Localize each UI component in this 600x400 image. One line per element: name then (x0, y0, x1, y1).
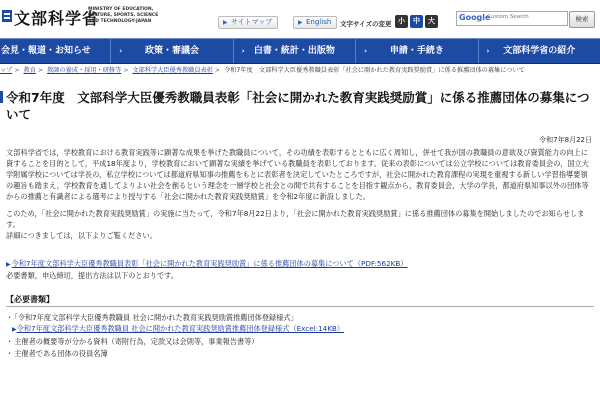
global-nav (0, 38, 600, 64)
font-size-medium-button[interactable]: 中 (410, 15, 423, 28)
nav-label: 会見・報道・お知らせ (1, 46, 91, 56)
site-logo[interactable]: 文部科学省 (14, 9, 100, 28)
sitemap-link[interactable] (218, 16, 278, 29)
font-size-small-button[interactable]: 小 (395, 15, 408, 28)
breadcrumb-current: 令和7年度 文部科学大臣優秀教職員表彰「社会に開かれた教育実践奨励賞」に係る推薦団体の募集について (224, 67, 525, 74)
nav-label: 文部科学省の紹介 (503, 46, 576, 56)
breadcrumb-link[interactable]: ップ (0, 67, 13, 74)
search-button[interactable]: 検索 (569, 11, 595, 28)
nav-item-policy[interactable] (111, 39, 233, 63)
nav-item-about[interactable] (479, 39, 600, 63)
pdf-link-row (6, 258, 407, 270)
nav-item-procedures[interactable] (356, 39, 478, 63)
arrow-right-icon: ▶ (12, 326, 17, 333)
arrow-right-icon: ▶ (6, 261, 11, 268)
chevron-right-icon: › (119, 47, 123, 55)
search-input[interactable] (456, 11, 568, 26)
title-marker (0, 91, 3, 103)
requirement-text: 「令和7年度文部科学大臣優秀教職員 社会に開かれた教育実践奨励賞推薦団体登録様式」 (14, 313, 298, 322)
requirement-link-row (12, 323, 344, 335)
nav-label: 政策・審議会 (144, 46, 199, 56)
english-link[interactable] (293, 16, 337, 29)
site-header (0, 0, 600, 38)
search-placeholder: Custom Search (487, 14, 529, 20)
font-size-large-button[interactable]: 大 (425, 15, 438, 28)
chevron-right-icon: › (241, 47, 245, 55)
requirement-item: ・主催者の概要等が分かる資料（寄附行為，定款又は会則等，事業報告書等） (6, 337, 259, 346)
intro-paragraph: 文部科学省では，学校教育における教育実践等に顕著な成果を挙げた教職員について，その功績を表彰するとともに広く周知し，併せて我が国の教職員の意欲及び資質能力の向上に資することを目的として，平成18年度より，学校教育において顕著な実績を挙げている教職員を表彰しております。従来の表彰については公立学校については教育委員会の，国立大学附属学校については学長の，私立学校については都道府県知事の推薦をもとに表彰者を決定していたところですが，社会に開かれた教育課程の実現を重視する新しい学習指導要領の趣旨も踏まえ，学校教育を通してよりよい社会を創るという理念を一層学校と社会との間で共有することを目指す観点から，教育委員会，大学の学長，都道府県知事以外の団体等からの推薦と有識者による選考により授与する「社会に開かれた教育実践奨励賞」を令和2年度に新設しました。 (6, 148, 589, 201)
breadcrumb-link[interactable]: 教育 (23, 67, 36, 74)
nav-label: 申請・手続き (389, 46, 444, 56)
font-size-label: 文字サイズの変更 (340, 20, 392, 28)
breadcrumb: ップ > 教育 > 教師の養成・採用・研修等 > 文部科学大臣優秀教職員表彰 > 令和7年度 文部科学大臣優秀教職員表彰「社会に開かれた教育実践奨励賞」に係る推薦団体の募集について (0, 67, 525, 74)
section-heading: 【必要書類】 (6, 295, 54, 304)
requirement-text: 主催者である団体の役員名簿 (14, 349, 108, 358)
page-title: 令和7年度 文部科学大臣優秀教職員表彰「社会に開かれた教育実践奨励賞」に係る推薦団体の募集につ いて (6, 90, 590, 122)
logo-icon (2, 10, 12, 22)
chevron-right-icon: › (364, 47, 368, 55)
pdf-link[interactable]: 令和7年度文部科学大臣優秀教職員表彰「社会に開かれた教育実践奨励賞」に係る推薦団体の募集について（PDF:562KB） (11, 259, 408, 268)
details-paragraph: 詳細につきましては，以下よりご覧ください。 (6, 231, 157, 240)
requirement-item: ・「令和7年度文部科学大臣優秀教職員 社会に開かれた教育実践奨励賞推薦団体登録様式」 (6, 313, 298, 322)
nav-item-press[interactable] (0, 39, 111, 63)
google-logo: Google (459, 13, 491, 22)
publish-date: 令和7年8月22日 (539, 136, 592, 144)
divider (6, 306, 594, 307)
requirement-item: ・主催者である団体の役員名簿 (6, 349, 108, 358)
english-label: English (306, 18, 332, 26)
nav-item-publications[interactable] (234, 39, 356, 63)
site-logo-english: MINISTRY OF EDUCATION, CULTURE, SPORTS, SCIENCE AND TECHNOLOGY-JAPAN (88, 7, 159, 24)
sitemap-label: サイトマップ (231, 18, 273, 26)
announcement-paragraph: このため，「社会に開かれた教育実践奨励賞」の実施に当たって，令和7年8月22日より，「社会に開かれた教育実践奨励賞」に係る推薦団体の募集を開始しましたのでお知らせします。 (6, 209, 585, 229)
requirement-text: 主催者の概要等が分かる資料（寄附行為，定款又は会則等，事業報告書等） (14, 337, 259, 346)
arrow-right-icon: ▶ (298, 19, 303, 26)
requirements-note: 必要書類，申込締切，提出方法は以下のとおりです。 (6, 271, 178, 280)
arrow-right-icon: ▶ (223, 19, 228, 26)
breadcrumb-link[interactable]: 教師の養成・採用・研修等 (47, 67, 122, 74)
chevron-right-icon: › (486, 47, 490, 55)
breadcrumb-link[interactable]: 文部科学大臣優秀教職員表彰 (132, 67, 213, 74)
nav-label: 白書・統計・出版物 (253, 46, 335, 56)
excel-link[interactable]: 令和7年度文部科学大臣優秀教職員 社会に開かれた教育実践奨励賞推薦団体登録様式（Excel:14KB） (16, 324, 345, 333)
